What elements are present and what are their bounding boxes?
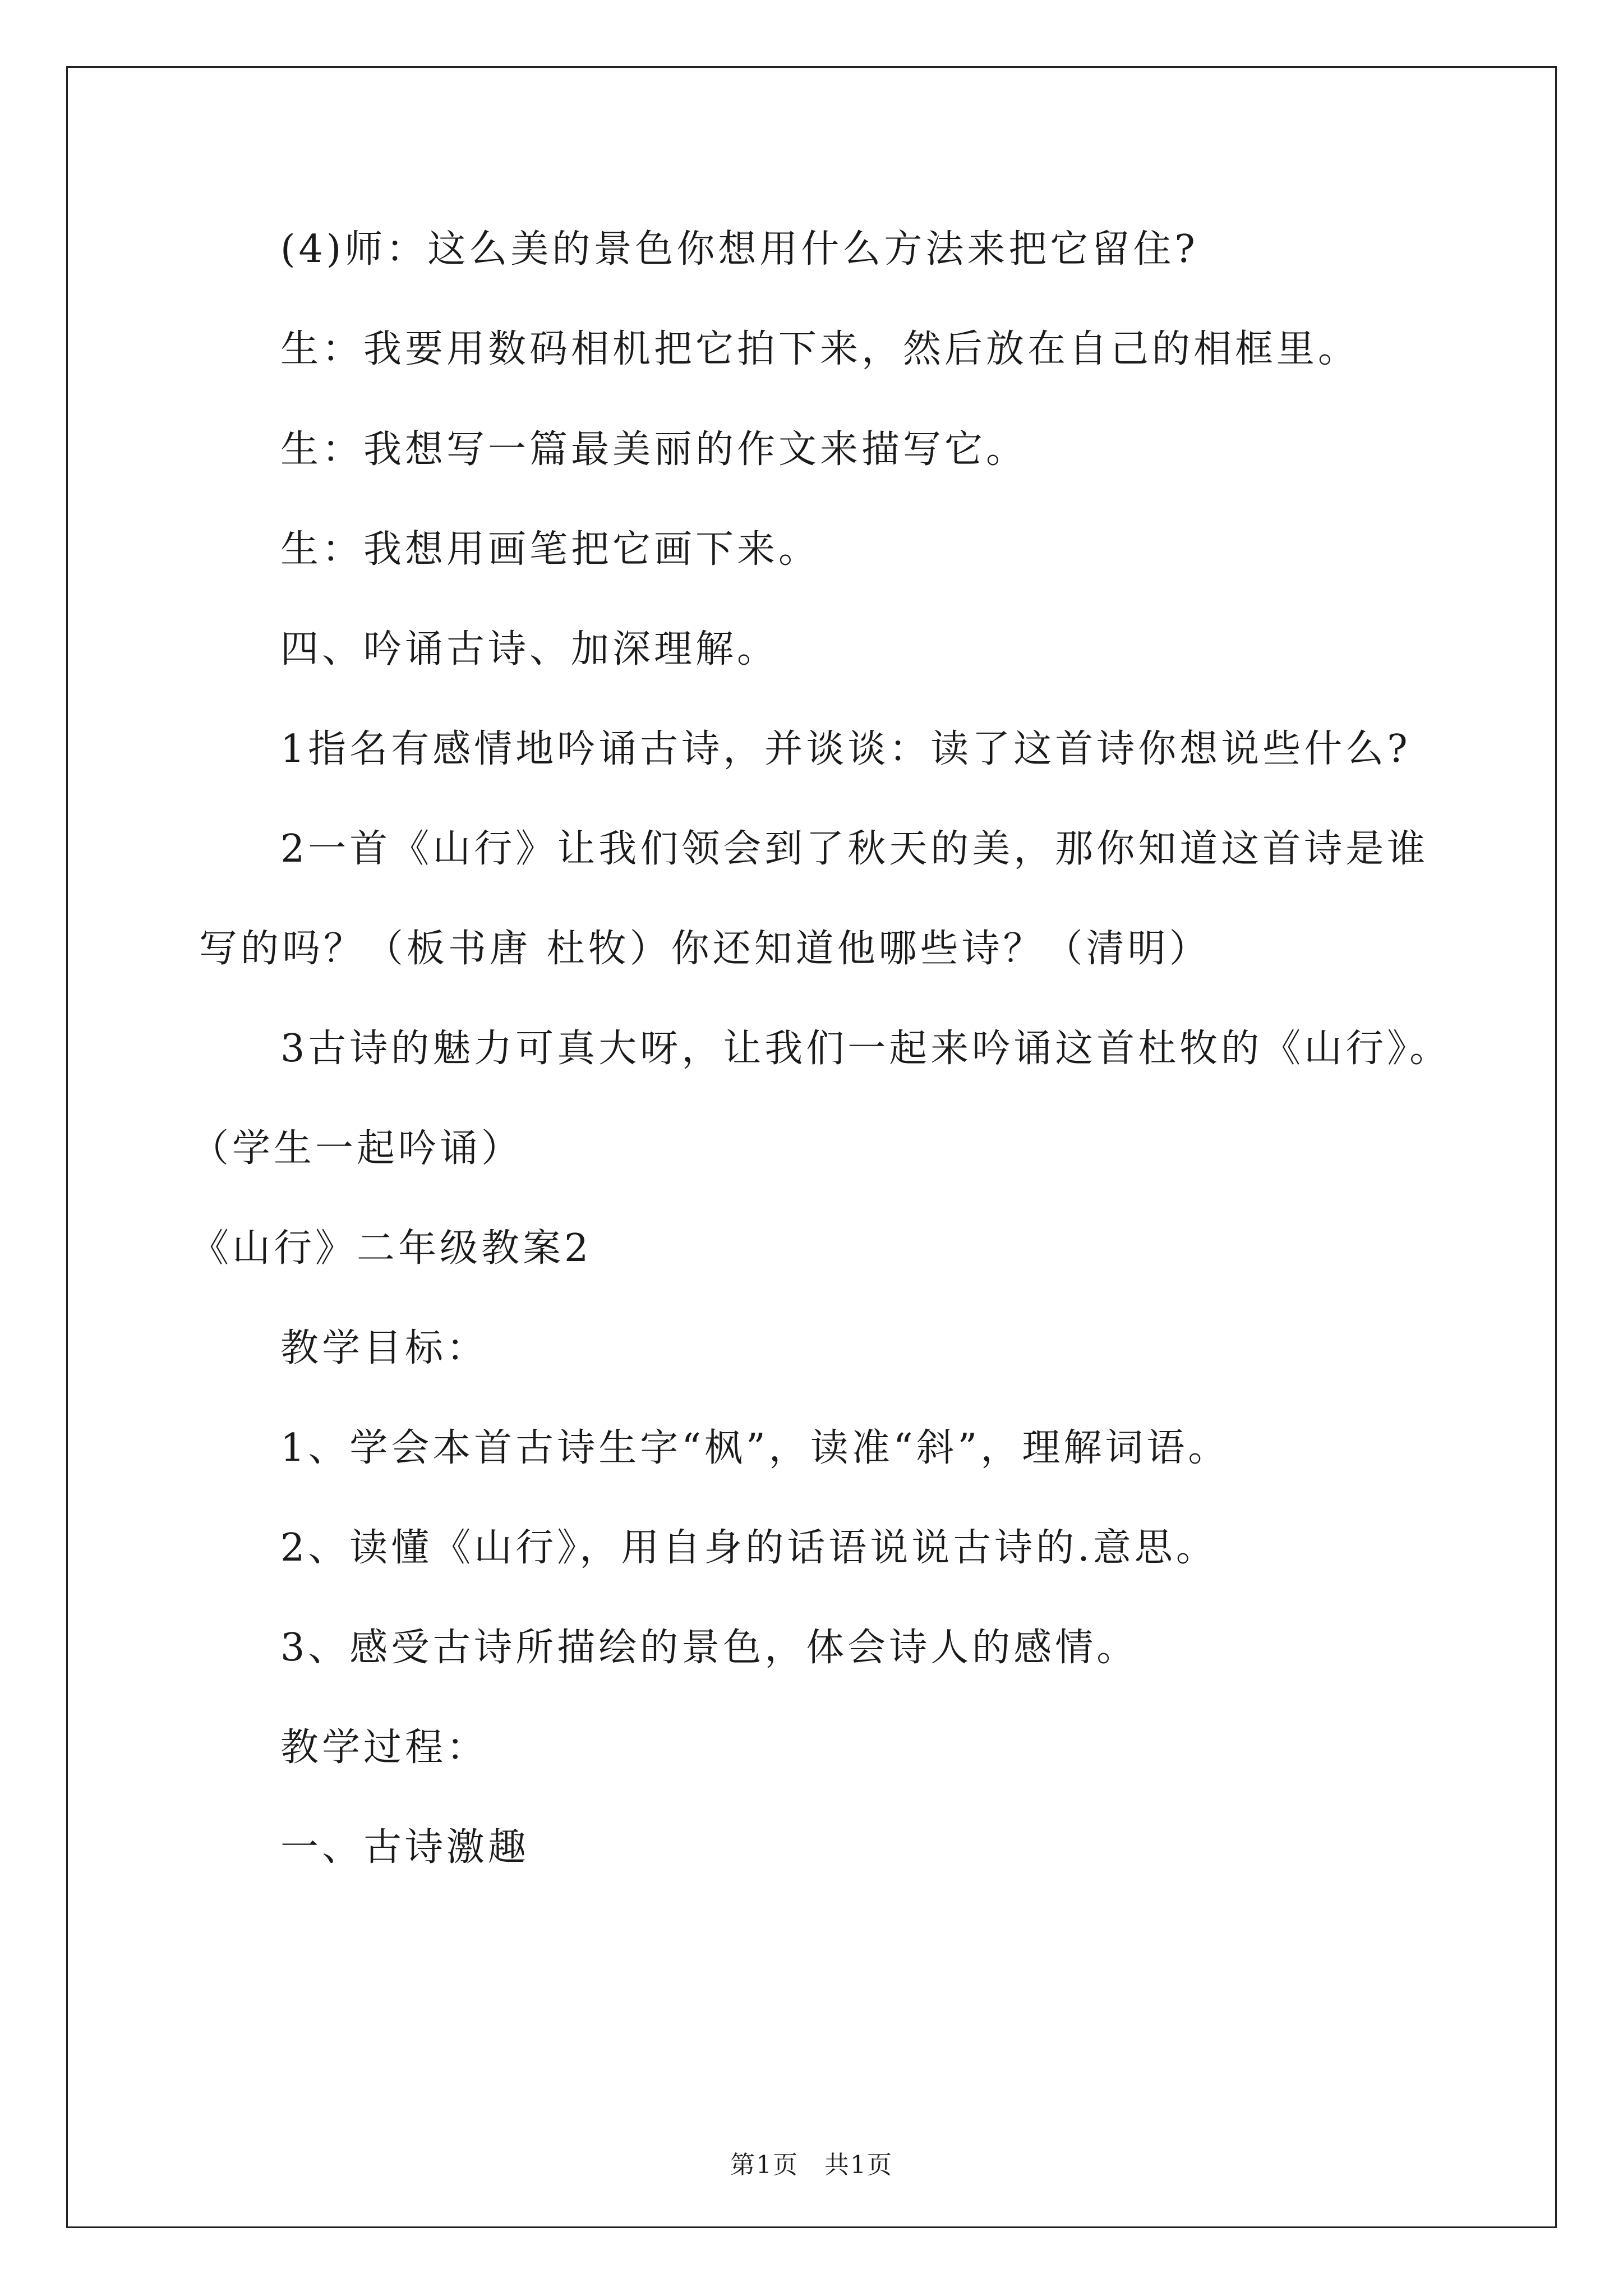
- section-title: 《山行》二年级教案2: [191, 1226, 592, 1271]
- list-item: 1、学会本首古诗生字“枫”，读准“斜”，理解词语。: [280, 1426, 1230, 1470]
- list-item: 3、感受古诗所描绘的景色，体会诗人的感情。: [280, 1626, 1138, 1670]
- paragraph-line: 写的吗？（板书唐 杜牧）你还知道他哪些诗？（清明）: [199, 927, 1211, 971]
- paragraph-line: 3古诗的魅力可真大呀，让我们一起来吟诵这首杜牧的《山行》。: [280, 1027, 1451, 1071]
- section-heading: 一、古诗激趣: [280, 1825, 530, 1870]
- paragraph-line: 生：我要用数码相机把它拍下来，然后放在自己的相框里。: [280, 327, 1360, 371]
- page-footer: 第1页 共1页: [730, 2151, 893, 2179]
- paragraph-line: 2一首《山行》让我们领会到了秋天的美，那你知道这首诗是谁: [280, 827, 1429, 871]
- section-heading: 教学目标：: [280, 1326, 488, 1370]
- paragraph-line: 生：我想写一篇最美丽的作文来描写它。: [280, 427, 1028, 472]
- list-item: 2、读懂《山行》，用自身的话语说说古诗的.意思。: [280, 1526, 1218, 1570]
- paragraph-line: （学生一起吟诵）: [191, 1126, 523, 1171]
- paragraph-line: 1指名有感情地吟诵古诗，并谈谈：读了这首诗你想说些什么?: [280, 727, 1411, 771]
- paragraph-line: (4)师：这么美的景色你想用什么方法来把它留住?: [280, 227, 1198, 272]
- paragraph-line: 生：我想用画笔把它画下来。: [280, 527, 820, 572]
- section-heading: 教学过程：: [280, 1726, 488, 1770]
- section-heading: 四、吟诵古诗、加深理解。: [280, 627, 779, 671]
